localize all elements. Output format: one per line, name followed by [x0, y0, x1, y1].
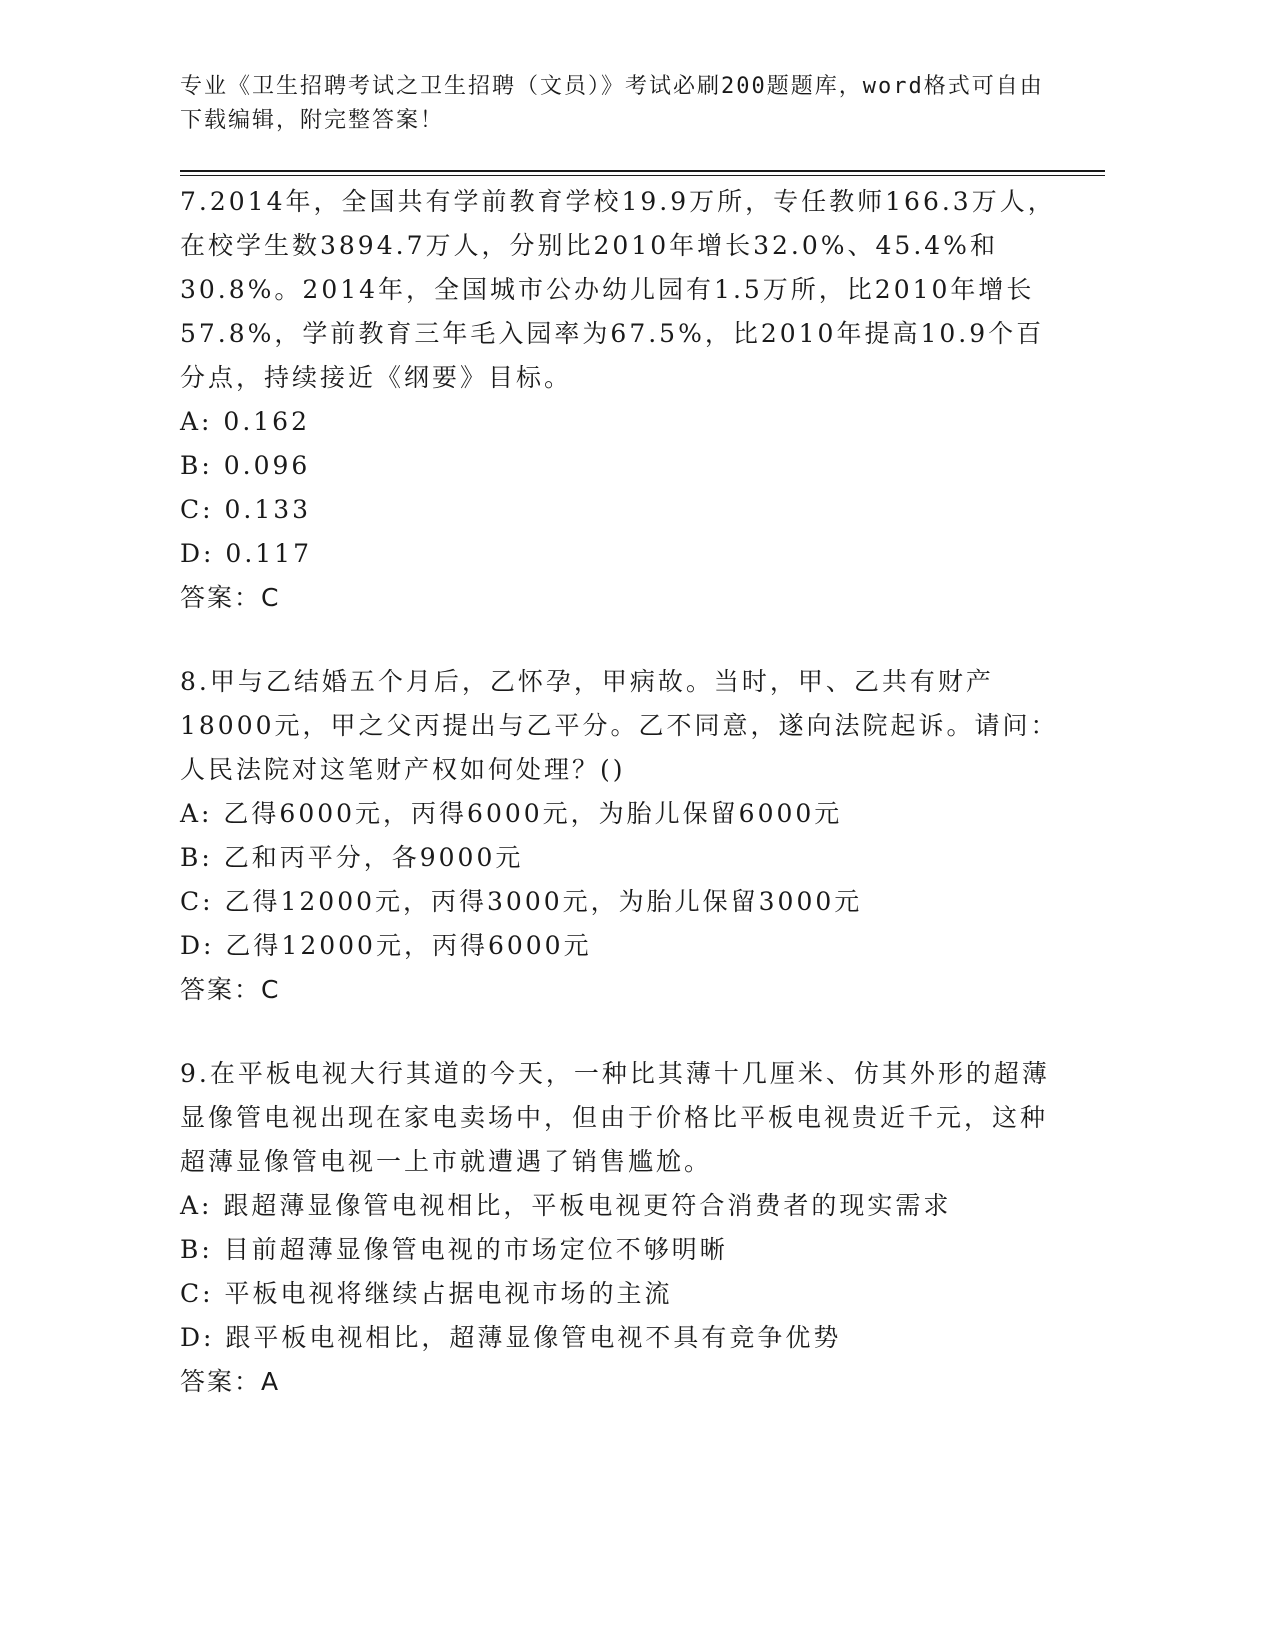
option-b: B: 目前超薄显像管电视的市场定位不够明晰 [180, 1235, 728, 1264]
option-b: B: 乙和丙平分，各9000元 [180, 843, 524, 872]
option-c: C: 0.133 [180, 495, 312, 524]
question-9 [180, 1052, 1060, 1404]
option-b: B: 0.096 [180, 451, 311, 480]
option-a: A: 乙得6000元，丙得6000元，为胎儿保留6000元 [180, 799, 843, 828]
option-a: A: 0.162 [180, 407, 310, 436]
option-c: C: 平板电视将继续占据电视市场的主流 [180, 1279, 673, 1308]
question-stem: 8.甲与乙结婚五个月后，乙怀孕，甲病故。当时，甲、乙共有财产18000元，甲之父丙提出与乙平分。乙不同意，遂向法院起诉。请问：人民法院对这笔财产权如何处理？() [180, 667, 1059, 784]
option-c: C: 乙得12000元，丙得3000元，为胎儿保留3000元 [180, 887, 863, 916]
question-stem: 7.2014年，全国共有学前教育学校19.9万所，专任教师166.3万人，在校学生数3894.7万人，分别比2010年增长32.0%、45.4%和30.8%。2014年，全国城市公办幼儿园有1.5万所，比2010年增长57.8%，学前教育三年毛入园率为67.5%，比2010年提高10.9个百分点，持续接近《纲要》目标。 [180, 187, 1056, 392]
header-divider-thick [180, 170, 1105, 172]
question-7 [180, 180, 1060, 620]
answer: 答案：C [180, 975, 281, 1004]
option-d: D: 0.117 [180, 539, 312, 568]
answer: 答案：A [180, 1367, 281, 1396]
question-8 [180, 660, 1060, 1012]
option-d: D: 跟平板电视相比，超薄显像管电视不具有竞争优势 [180, 1323, 842, 1352]
option-a: A: 跟超薄显像管电视相比，平板电视更符合消费者的现实需求 [180, 1191, 952, 1220]
document-header: 专业《卫生招聘考试之卫生招聘（文员）》考试必刷200题题库，word格式可自由下载编辑，附完整答案！ [180, 74, 1044, 133]
question-stem: 9.在平板电视大行其道的今天，一种比其薄十几厘米、仿其外形的超薄显像管电视出现在家电卖场中，但由于价格比平板电视贵近千元，这种超薄显像管电视一上市就遭遇了销售尴尬。 [180, 1059, 1050, 1176]
answer: 答案：C [180, 583, 281, 612]
option-d: D: 乙得12000元，丙得6000元 [180, 931, 592, 960]
header-divider-thin [180, 175, 1105, 176]
